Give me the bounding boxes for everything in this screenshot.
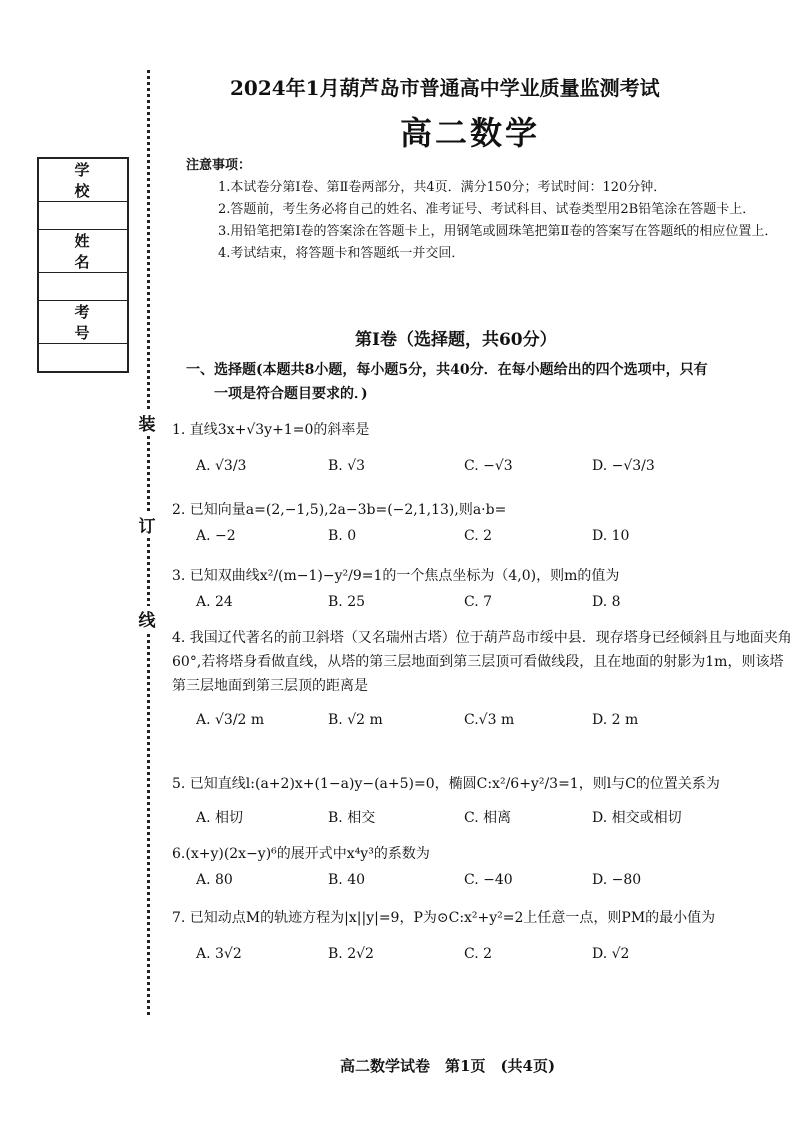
option-d: D. 10	[592, 528, 630, 544]
option-a: A. 24	[196, 594, 233, 610]
question-7	[172, 906, 794, 968]
notes-section	[186, 155, 782, 265]
part-intro-line-1: 一、选择题(本题共8小题，每小题5分，共40分．在每小题给出的四个选项中，只有	[186, 362, 708, 378]
option-b: B. √2 m	[328, 712, 383, 728]
options-row	[172, 940, 794, 968]
options-row	[172, 804, 794, 832]
option-c: C.√3 m	[464, 712, 515, 728]
exam-number-label: 考 号	[38, 301, 128, 344]
option-b: B. √3	[328, 458, 366, 474]
question-1	[172, 418, 794, 480]
option-c: C. 2	[464, 946, 493, 962]
question-stem: 4. 我国辽代著名的前卫斜塔（又名瑞州古塔）位于葫芦岛市绥中县．现存塔身已经倾斜且与地面夹角60°,若将塔身看做直线，从塔的第三层地面到第三层顶可看做线段，且在地面的射影为1m，则该塔第三层地面到第三层顶的距离是	[172, 630, 792, 694]
exam-title: 2024年1月葫芦岛市普通高中学业质量监测考试	[230, 76, 660, 100]
options-row	[172, 866, 794, 894]
question-stem: 6.(x+y)(2x−y)⁶的展开式中x⁴y³的系数为	[172, 846, 430, 862]
option-c: C. −40	[464, 872, 513, 888]
note-item: 1.本试卷分第Ⅰ卷、第Ⅱ卷两部分，共4页．满分150分；考试时间：120分钟．	[218, 180, 667, 195]
binding-char-ding: 订	[133, 512, 161, 537]
page-footer: 高二数学试卷 第1页 (共4页)	[340, 1057, 556, 1075]
option-d: D. 相交或相切	[592, 810, 682, 826]
part-intro-line-2: 一项是符合题目要求的．)	[214, 386, 368, 402]
binding-char-xian: 线	[133, 606, 161, 631]
question-4	[172, 626, 794, 734]
name-field	[38, 273, 128, 301]
option-c: C. 相离	[464, 810, 512, 826]
notes-heading: 注意事项：	[186, 158, 252, 173]
school-field	[38, 202, 128, 230]
note-item: 4.考试结束，将答题卡和答题纸一并交回．	[218, 246, 465, 261]
question-stem: 2. 已知向量a=(2,−1,5),2a−3b=(−2,1,13),则a·b=	[172, 502, 507, 518]
option-d: D. 8	[592, 594, 621, 610]
option-d: D. 2 m	[592, 712, 639, 728]
option-b: B. 40	[328, 872, 366, 888]
option-b: B. 25	[328, 594, 366, 610]
student-info-box	[37, 157, 129, 373]
option-c: C. 7	[464, 594, 493, 610]
binding-dotted-line	[147, 70, 150, 1015]
options-row	[172, 706, 794, 734]
question-3	[172, 564, 794, 616]
option-a: A. √3/2 m	[196, 712, 265, 728]
question-6	[172, 842, 794, 894]
option-d: D. √2	[592, 946, 630, 962]
note-item: 2.答题前，考生务必将自己的姓名、准考证号、考试科目、试卷类型用2B铅笔涂在答题卡上．	[218, 202, 756, 217]
option-c: C. 2	[464, 528, 493, 544]
question-stem: 3. 已知双曲线x²/(m−1)−y²/9=1的一个焦点坐标为（4,0)，则m的值为	[172, 568, 620, 584]
option-a: A. 相切	[196, 810, 244, 826]
name-label: 姓 名	[38, 230, 128, 273]
option-c: C. −√3	[464, 458, 513, 474]
question-stem: 7. 已知动点M的轨迹方程为|x||y|=9，P为⊙C:x²+y²=2上任意一点，则PM的最小值为	[172, 910, 716, 926]
option-a: A. −2	[196, 528, 236, 544]
option-b: B. 2√2	[328, 946, 374, 962]
question-5	[172, 772, 794, 832]
exam-subject: 高二数学	[400, 114, 541, 152]
exam-number-field	[38, 344, 128, 373]
options-row	[172, 588, 794, 616]
option-a: A. 3√2	[196, 946, 242, 962]
options-row	[172, 522, 794, 550]
options-row	[172, 452, 794, 480]
note-item: 3.用铅笔把第Ⅰ卷的答案涂在答题卡上，用钢笔或圆珠笔把第Ⅱ卷的答案写在答题纸的相应位置上．	[218, 224, 778, 239]
option-a: A. 80	[196, 872, 233, 888]
option-b: B. 相交	[328, 810, 376, 826]
option-d: D. −80	[592, 872, 642, 888]
school-label: 学 校	[38, 158, 128, 202]
section-title: 第Ⅰ卷（选择题，共60分）	[355, 330, 557, 350]
option-a: A. √3/3	[196, 458, 247, 474]
question-stem: 5. 已知直线l:(a+2)x+(1−a)y−(a+5)=0，椭圆C:x²/6+y²/3=1，则l与C的位置关系为	[172, 776, 720, 792]
option-d: D. −√3/3	[592, 458, 655, 474]
question-stem: 1. 直线3x+√3y+1=0的斜率是	[172, 422, 370, 438]
binding-char-zhuang: 装	[133, 410, 161, 435]
option-b: B. 0	[328, 528, 357, 544]
question-2	[172, 498, 794, 550]
part-intro	[186, 358, 782, 406]
